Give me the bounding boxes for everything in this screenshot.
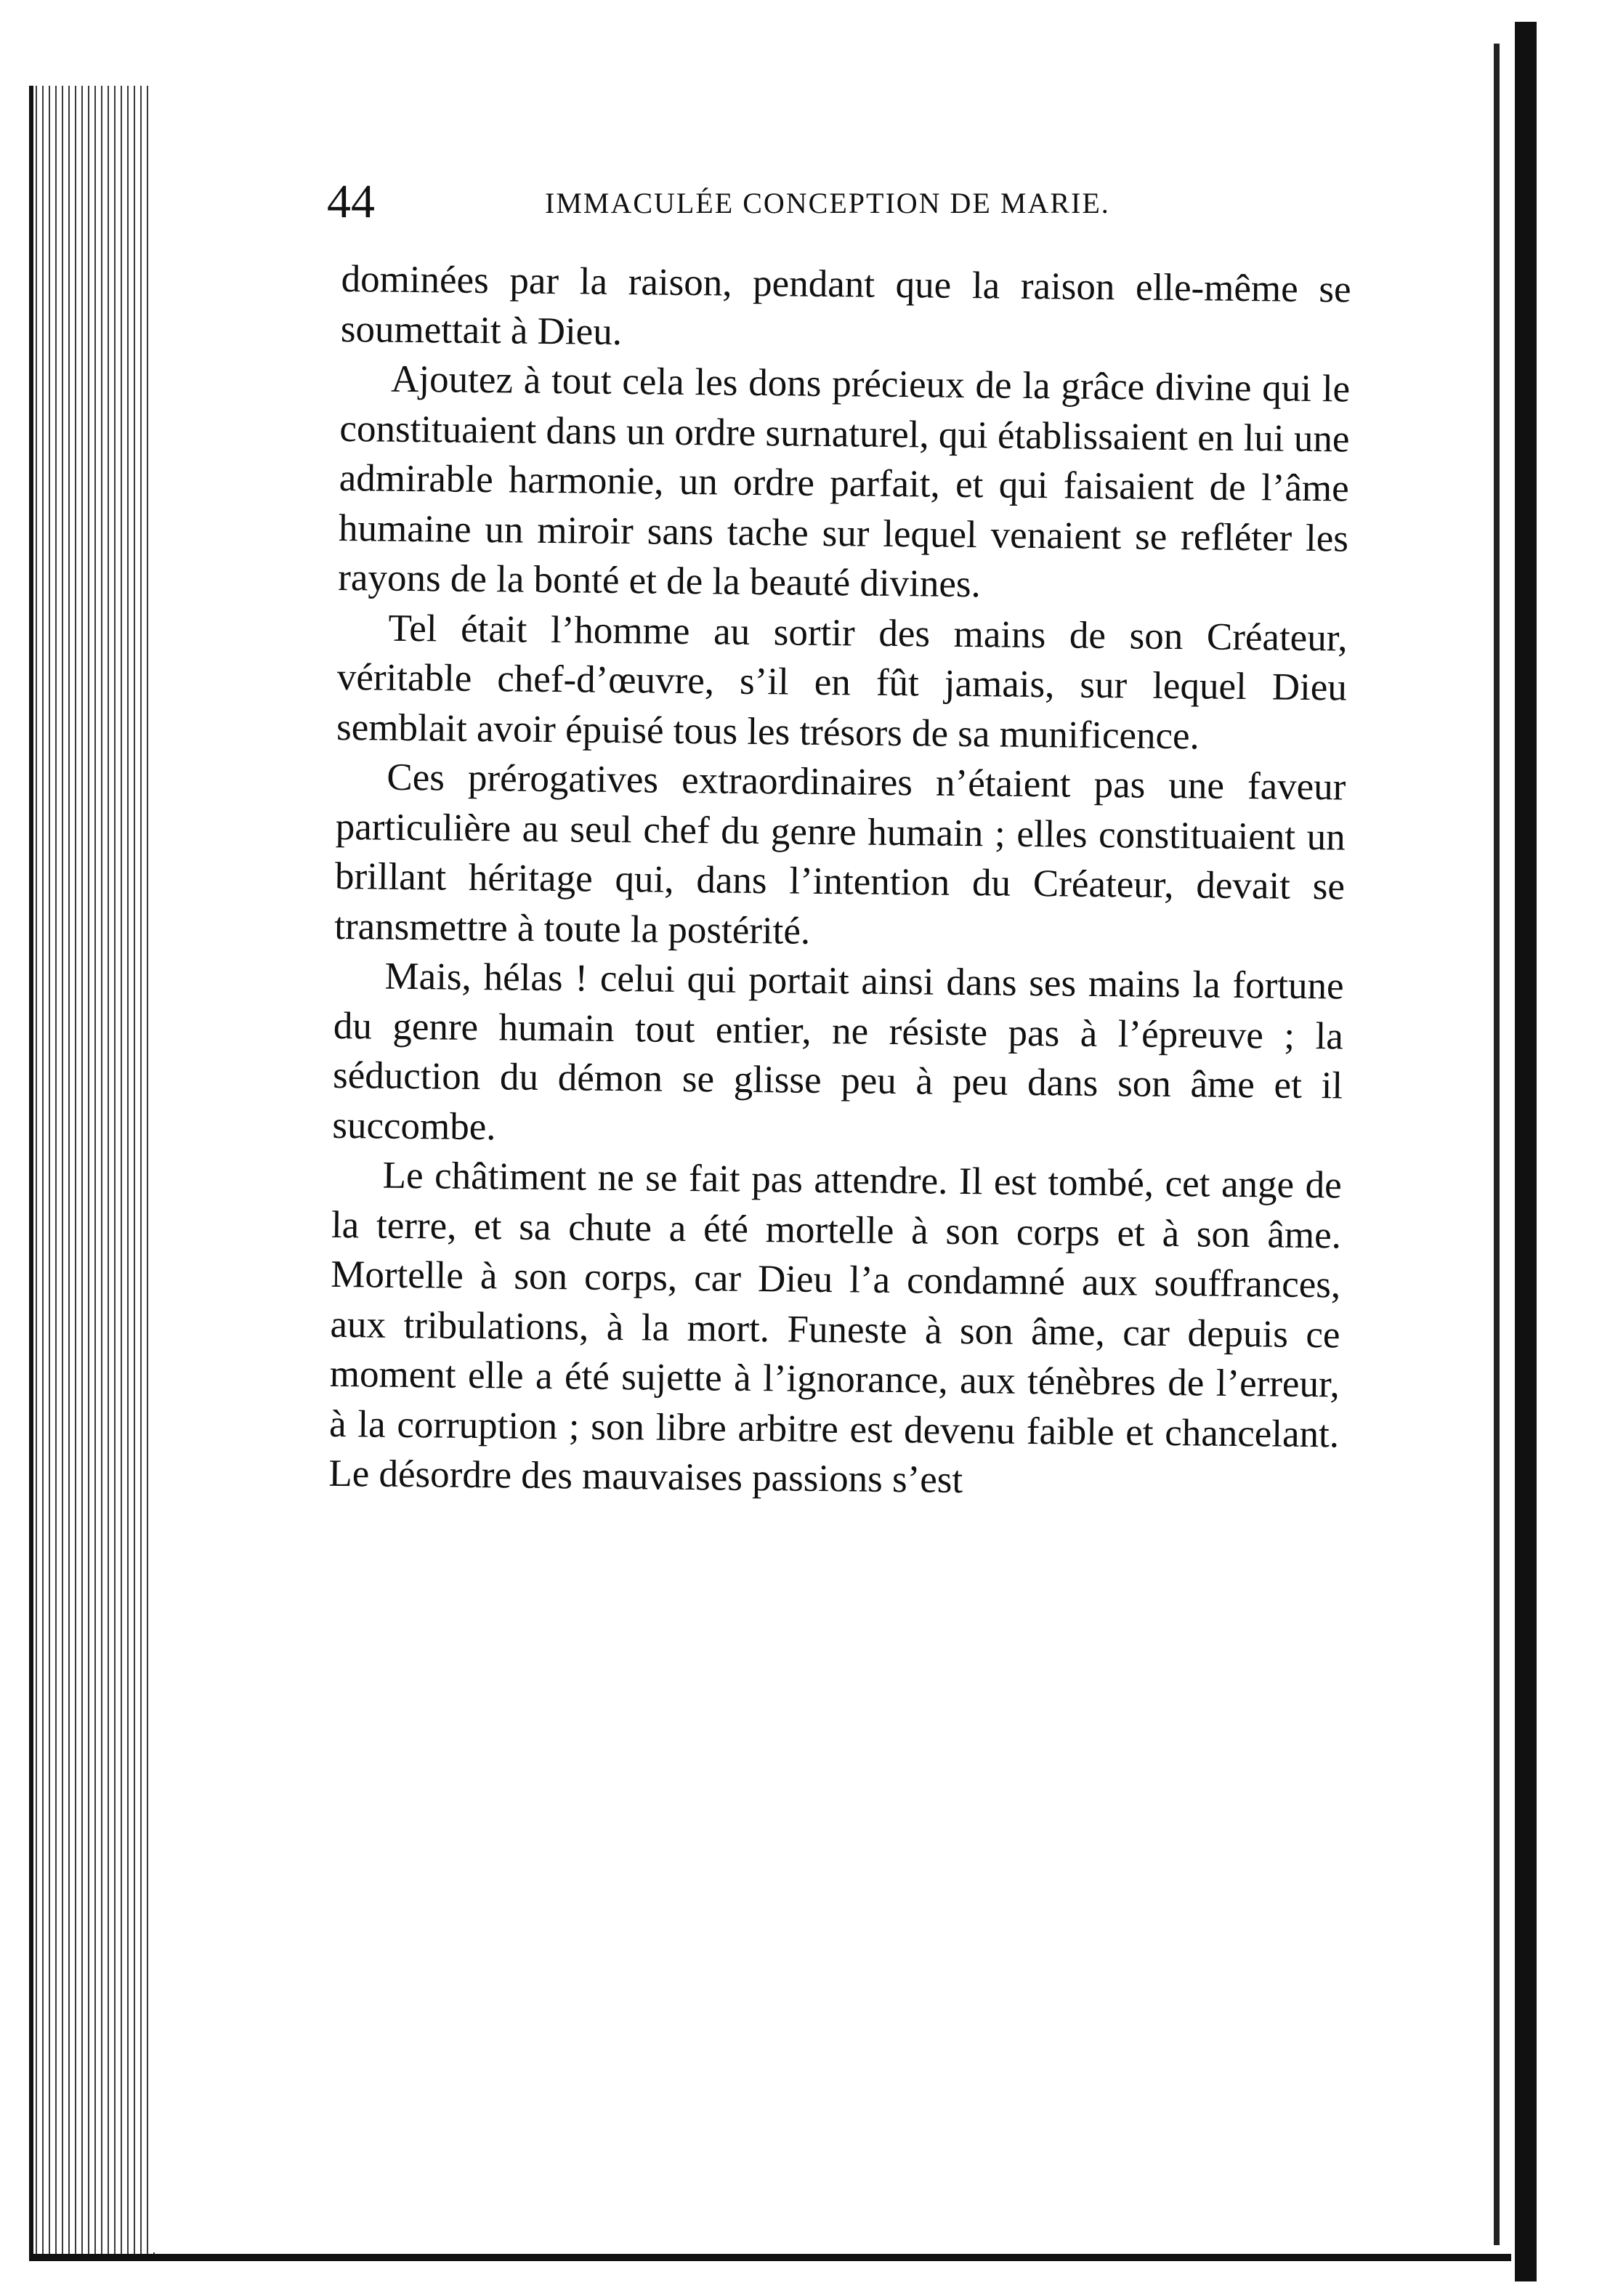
paragraph: Le châtiment ne se fait pas attendre. Il est tombé, cet ange de la terre, et sa chute a été mortelle à son corps et à son âme. Mortelle à son corps, car Dieu l’a condamné aux souffrances, aux tribulations, à la mort. Funeste à son âme, car depuis ce moment elle a été sujette à l’ignorance, aux ténèbres de l’erreur, à la corruption ; son libre arbitre est devenu faible et chancelant. Le désordre des mauvaises passions s’est (328, 1154, 1342, 1502)
running-title: IMMACULÉE CONCEPTION DE MARIE. (545, 187, 1110, 219)
book-page-edges (29, 86, 157, 2258)
paragraph: Ajoutez à tout cela les dons précieux de la grâce divine qui le constituaient dans un ordre surnaturel, qui établissaient en lui une admirable harmonie, un ordre parfait, et qui faisaient de l’âme humaine un miroir sans tache sur lequel venaient se refléter les rayons de la bonté et de la beauté divines. (338, 357, 1351, 606)
paragraph: Mais, hélas ! celui qui portait ainsi dans ses mains la fortune du genre humain tout entier, ne résiste pas à l’épreuve ; la séduction du démon se glisse peu à peu dans son âme et il succombe. (332, 955, 1344, 1148)
page-number: 44 (327, 175, 375, 228)
book-gutter-line (1494, 44, 1500, 2245)
page (153, 29, 1489, 2252)
running-head (327, 174, 1518, 254)
paragraph: Tel était l’homme au sortir des mains de son Créateur, véritable chef-d’œuvre, s’il en fût jamais, sur lequel Dieu semblait avoir épuisé tous les trésors de sa munificence. (336, 607, 1348, 757)
book-spine (1515, 22, 1537, 2281)
body-text (328, 254, 1351, 1509)
paragraph: Ces prérogatives extraordinaires n’étaient pas une faveur particulière au seul chef du genre humain ; elles constituaient un brillant héritage qui, dans l’intention du Créateur, devait se transmettre à toute la postérité. (334, 756, 1346, 953)
book-bottom-edge (29, 2254, 1511, 2261)
paragraph: dominées par la raison, pendant que la raison elle-même se soumettait à Dieu. (340, 257, 1351, 353)
